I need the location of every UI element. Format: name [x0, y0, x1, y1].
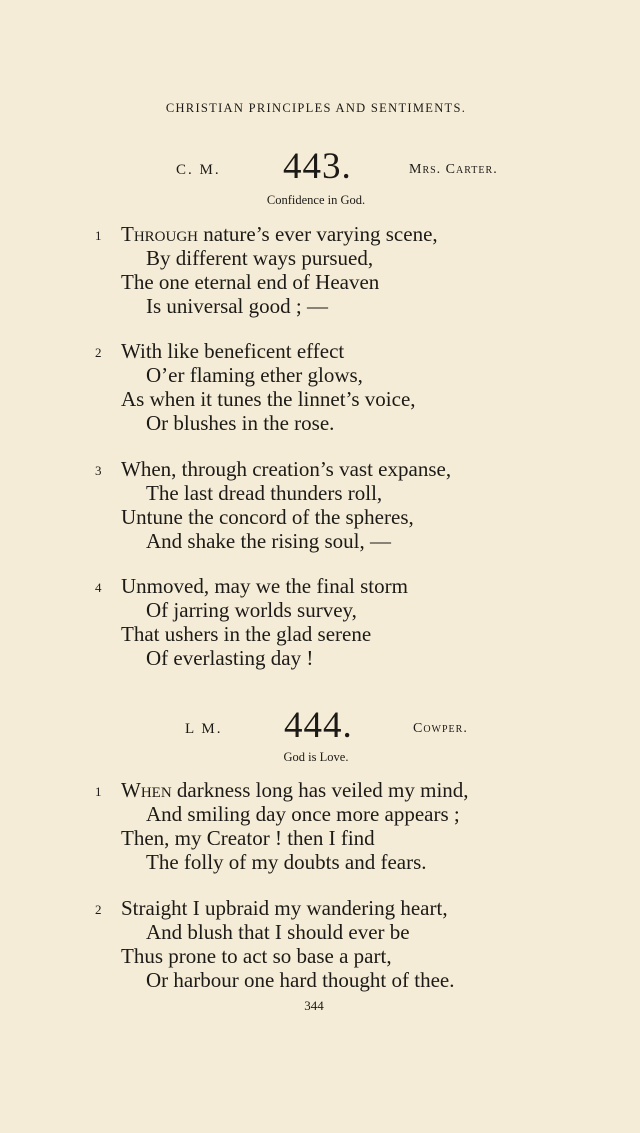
verse-line: Unmoved, may we the final storm [121, 574, 408, 598]
verse-number: 2 [95, 902, 102, 917]
verse-line: That ushers in the glad serene [121, 622, 372, 646]
verse-number: 3 [95, 463, 102, 478]
opening-word: When [121, 778, 172, 802]
running-head: CHRISTIAN PRINCIPLES AND SENTIMENTS. [165, 101, 467, 115]
verse-line: Then, my Creator ! then I find [121, 826, 375, 850]
hymn-number: 444. [284, 705, 353, 746]
hymn-subtitle: Confidence in God. [266, 193, 366, 207]
verse-line: And shake the rising soul, — [146, 529, 391, 553]
line-text: darkness long has veiled my mind, [171, 778, 469, 802]
verse-line: Is universal good ; — [146, 294, 328, 318]
verse-line: Of everlasting day ! [146, 646, 314, 670]
hymn-meter: C. M. [176, 162, 221, 178]
page-number: 344 [304, 998, 324, 1013]
verse-line: The last dread thunders roll, [146, 481, 383, 505]
verse [0, 574, 640, 674]
verse-line: The folly of my doubts and fears. [146, 850, 427, 874]
verse-line: O’er flaming ether glows, [146, 363, 363, 387]
verse-line: Untune the concord of the spheres, [121, 505, 414, 529]
verse-line: As when it tunes the linnet’s voice, [121, 387, 416, 411]
verse-line: Straight I upbraid my wandering heart, [121, 896, 448, 920]
verse-line: And smiling day once more appears ; [146, 802, 460, 826]
verse-line: When, through creation’s vast expanse, [121, 457, 452, 481]
hymn-author: Cowper. [413, 721, 468, 736]
verse [0, 457, 640, 557]
verse-line: By different ways pursued, [146, 246, 374, 270]
verse-line: And blush that I should ever be [146, 920, 410, 944]
verse-number: 4 [95, 580, 102, 595]
verse-number: 1 [95, 784, 102, 799]
verse-line: Thus prone to act so base a part, [121, 944, 392, 968]
hymn-443-header [0, 145, 640, 185]
verse-line: The one eternal end of Heaven [121, 270, 380, 294]
verse-line [121, 222, 438, 246]
verse-number: 1 [95, 228, 102, 243]
verse-line [121, 778, 469, 802]
verse-line: With like beneficent effect [121, 339, 345, 363]
hymn-subtitle: God is Love. [283, 750, 349, 764]
hymn-444-header [0, 706, 640, 746]
opening-word: Through [121, 222, 198, 246]
verse [0, 339, 640, 439]
verse [0, 778, 640, 878]
verse-line: Of jarring worlds survey, [146, 598, 357, 622]
hymn-number: 443. [283, 146, 352, 187]
hymn-author: Mrs. Carter. [409, 162, 498, 177]
verse [0, 896, 640, 996]
verse-line: Or blushes in the rose. [146, 411, 335, 435]
line-text: nature’s ever varying scene, [198, 222, 438, 246]
verse-number: 2 [95, 345, 102, 360]
verse [0, 222, 640, 322]
hymn-meter: L M. [185, 721, 223, 737]
verse-line: Or harbour one hard thought of thee. [146, 968, 455, 992]
